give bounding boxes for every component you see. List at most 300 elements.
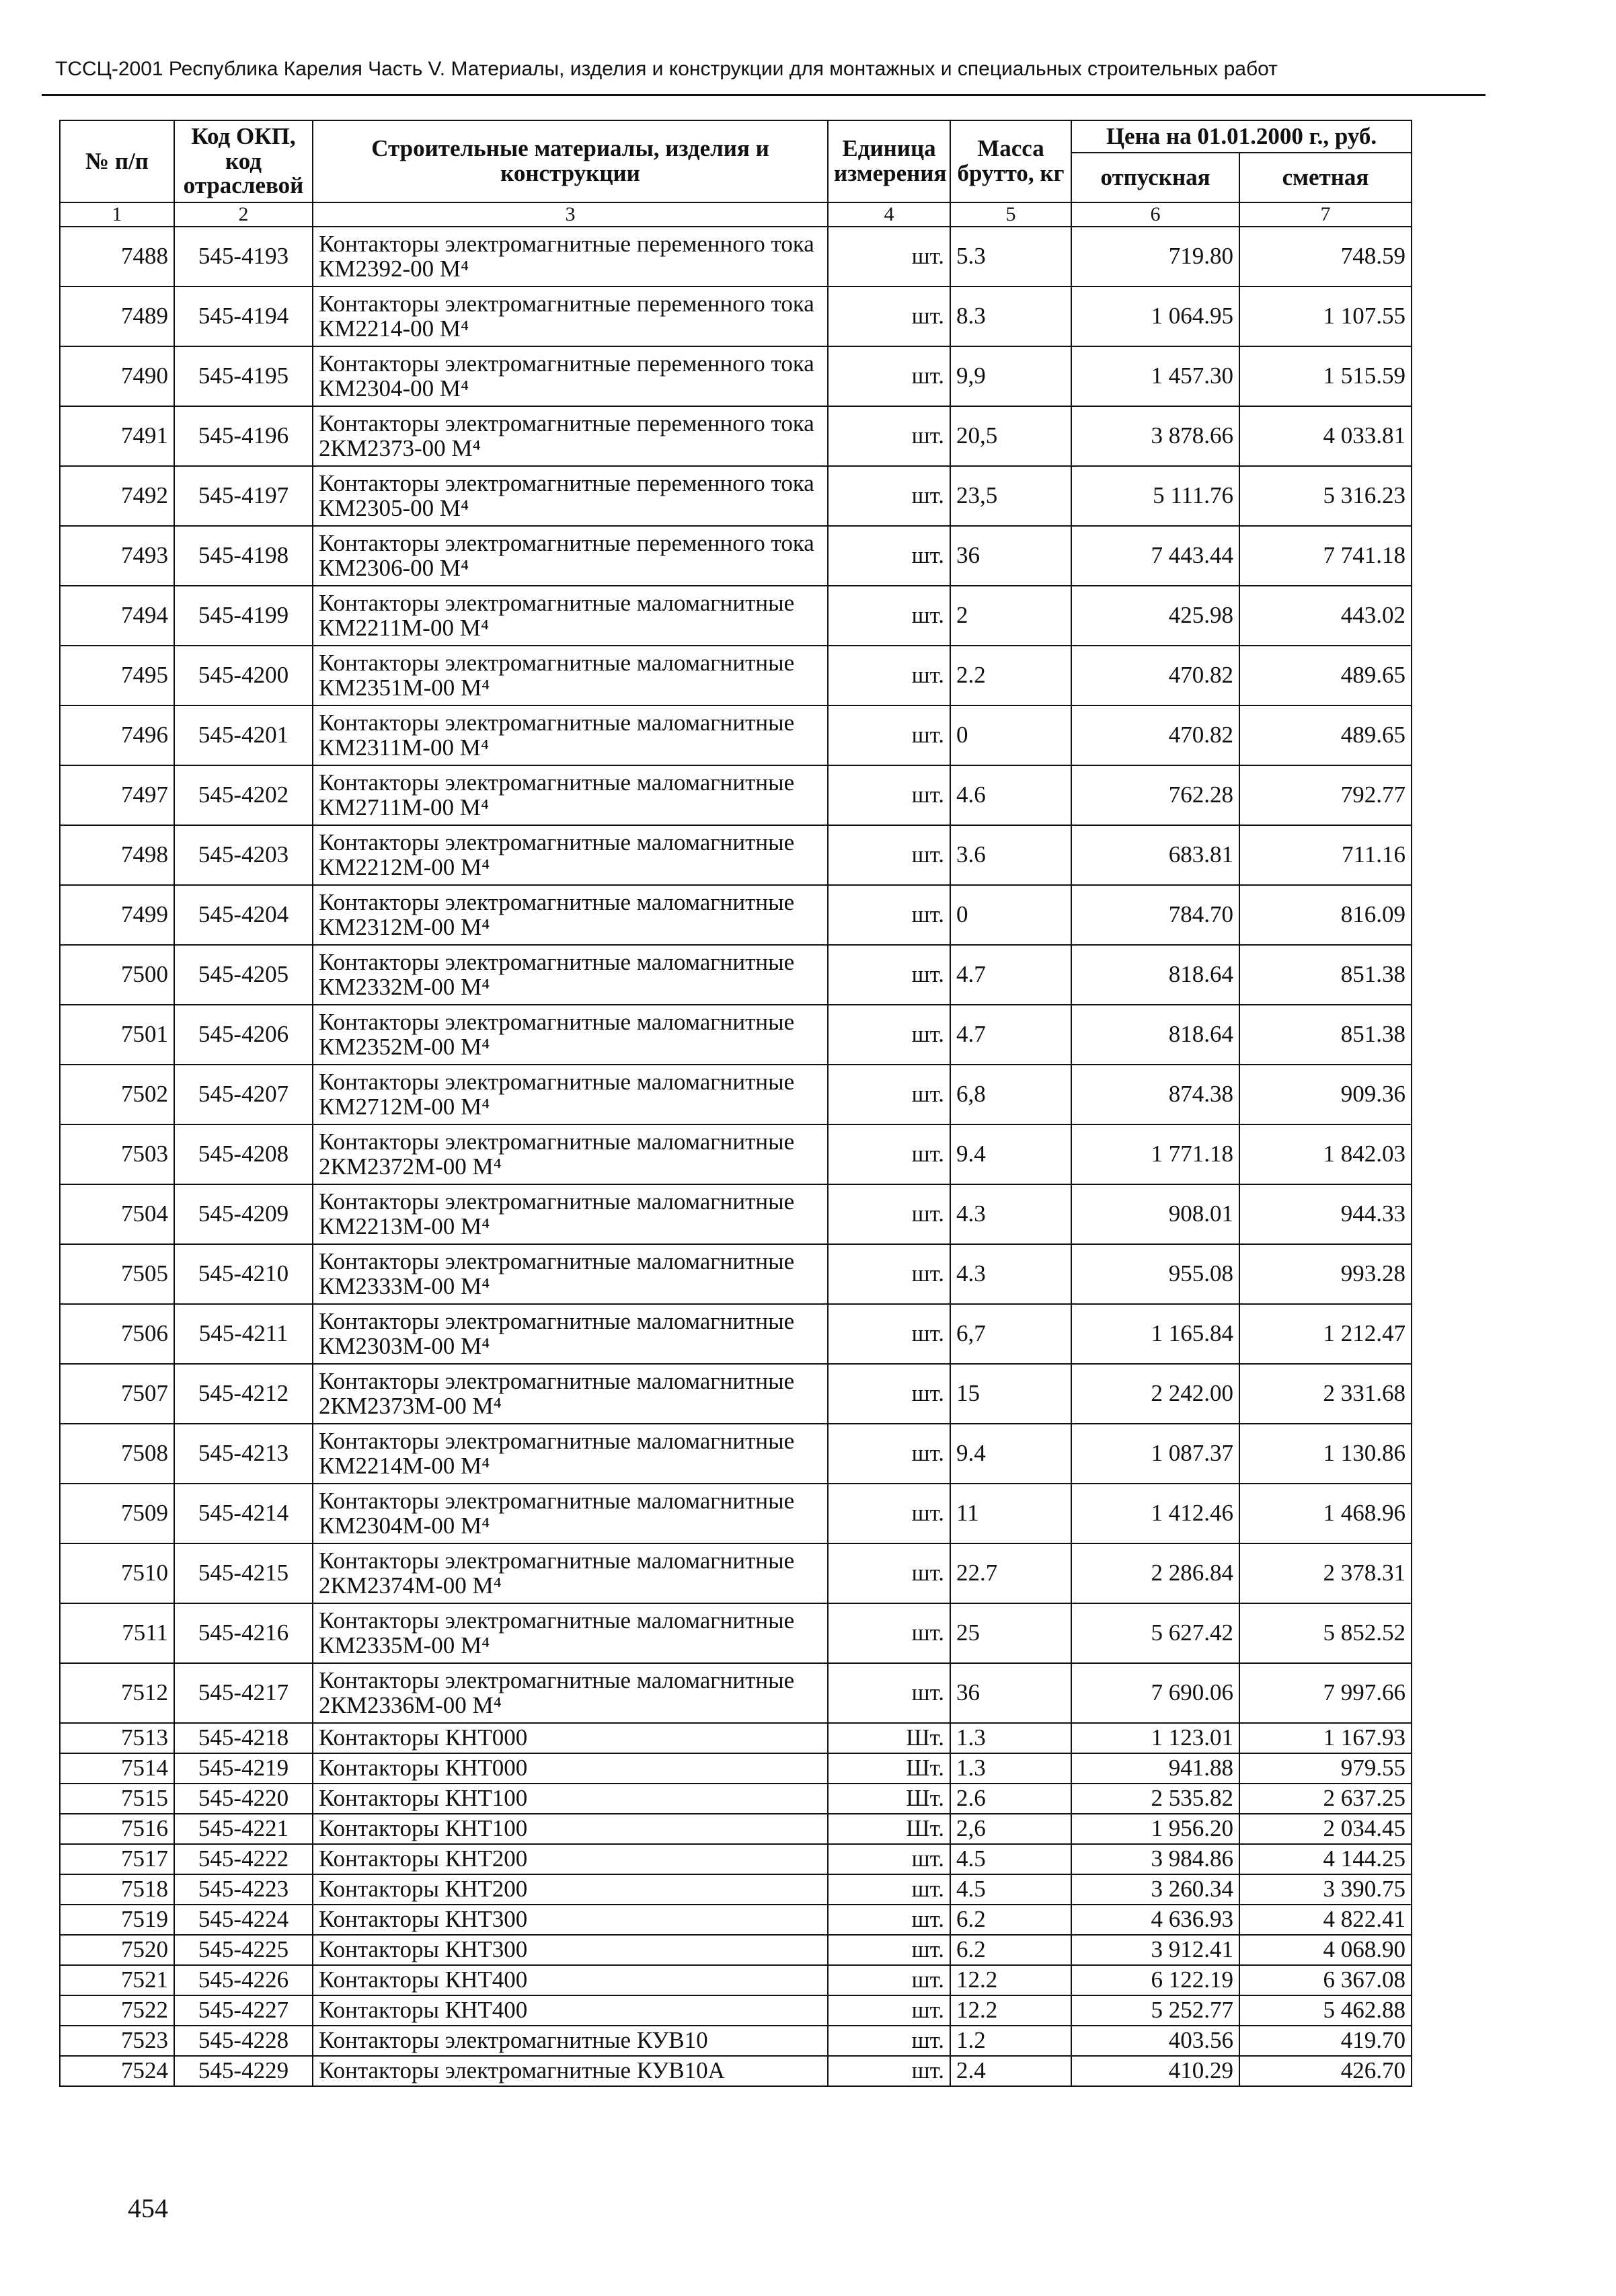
row-name: Контакторы электромагнитные КУВ10	[313, 2026, 828, 2056]
table-row	[60, 1603, 1412, 1663]
row-price-estimate: 792.77	[1239, 765, 1412, 825]
table-row	[60, 2056, 1412, 2086]
row-price-estimate: 6 367.08	[1239, 1965, 1412, 1995]
table-row	[60, 466, 1412, 526]
row-number: 7494	[60, 586, 174, 646]
row-mass: 3.6	[950, 825, 1071, 885]
row-price-estimate: 1 842.03	[1239, 1124, 1412, 1184]
header-num: № п/п	[60, 120, 174, 202]
row-unit: Шт.	[828, 1753, 950, 1784]
row-mass: 25	[950, 1603, 1071, 1663]
row-number: 7518	[60, 1874, 174, 1905]
row-name: Контакторы КНТ100	[313, 1814, 828, 1844]
row-price-estimate: 993.28	[1239, 1244, 1412, 1304]
row-price-release: 3 984.86	[1071, 1844, 1239, 1874]
row-price-estimate: 816.09	[1239, 885, 1412, 945]
row-price-release: 818.64	[1071, 945, 1239, 1005]
row-price-estimate: 851.38	[1239, 1005, 1412, 1065]
row-name: Контакторы электромагнитные маломагнитные КМ2711М-00 М⁴	[313, 765, 828, 825]
row-number: 7506	[60, 1304, 174, 1364]
table-row	[60, 1935, 1412, 1965]
row-name: Контакторы электромагнитные КУВ10А	[313, 2056, 828, 2086]
row-unit: шт.	[828, 885, 950, 945]
row-number: 7495	[60, 646, 174, 705]
table-row	[60, 885, 1412, 945]
row-code: 545-4218	[174, 1723, 313, 1753]
row-name: Контакторы КНТ200	[313, 1844, 828, 1874]
row-unit: Шт.	[828, 1723, 950, 1753]
row-price-release: 2 535.82	[1071, 1784, 1239, 1814]
row-code: 545-4225	[174, 1935, 313, 1965]
row-name: Контакторы электромагнитные маломагнитные КМ2214М-00 М⁴	[313, 1424, 828, 1484]
row-code: 545-4214	[174, 1484, 313, 1543]
table-row	[60, 2026, 1412, 2056]
row-number: 7520	[60, 1935, 174, 1965]
row-number: 7491	[60, 406, 174, 466]
row-unit: шт.	[828, 1424, 950, 1484]
row-unit: шт.	[828, 765, 950, 825]
row-code: 545-4210	[174, 1244, 313, 1304]
row-price-estimate: 1 167.93	[1239, 1723, 1412, 1753]
table-row	[60, 227, 1412, 286]
table-row	[60, 1663, 1412, 1723]
row-price-release: 2 286.84	[1071, 1543, 1239, 1603]
row-unit: шт.	[828, 526, 950, 586]
row-code: 545-4201	[174, 705, 313, 765]
row-price-estimate: 2 034.45	[1239, 1814, 1412, 1844]
table-row	[60, 1905, 1412, 1935]
row-price-estimate: 4 033.81	[1239, 406, 1412, 466]
row-mass: 2	[950, 586, 1071, 646]
row-price-estimate: 1 212.47	[1239, 1304, 1412, 1364]
header-price-release: отпускная	[1071, 153, 1239, 202]
row-mass: 4.3	[950, 1184, 1071, 1244]
row-number: 7497	[60, 765, 174, 825]
table-row	[60, 406, 1412, 466]
table-row	[60, 1965, 1412, 1995]
row-code: 545-4199	[174, 586, 313, 646]
page-number: 454	[128, 2193, 168, 2223]
row-name: Контакторы электромагнитные маломагнитные КМ2333М-00 М⁴	[313, 1244, 828, 1304]
row-name: Контакторы КНТ300	[313, 1935, 828, 1965]
row-mass: 2.2	[950, 646, 1071, 705]
row-code: 545-4219	[174, 1753, 313, 1784]
row-price-release: 1 771.18	[1071, 1124, 1239, 1184]
row-name: Контакторы электромагнитные маломагнитные КМ2213М-00 М⁴	[313, 1184, 828, 1244]
header-price-estimate: сметная	[1239, 153, 1412, 202]
row-price-release: 7 690.06	[1071, 1663, 1239, 1723]
row-code: 545-4227	[174, 1995, 313, 2026]
row-unit: шт.	[828, 1905, 950, 1935]
table-header	[60, 120, 1412, 227]
row-mass: 36	[950, 526, 1071, 586]
page-header-title: ТССЦ-2001 Республика Карелия Часть V. Материалы, изделия и конструкции для монтажных и специальных строительных работ	[55, 58, 1278, 80]
row-code: 545-4196	[174, 406, 313, 466]
row-name: Контакторы электромагнитные маломагнитные 2КМ2372М-00 М⁴	[313, 1124, 828, 1184]
row-price-release: 470.82	[1071, 646, 1239, 705]
header-name: Строительные материалы, изделия и конструкции	[313, 120, 828, 202]
row-price-release: 425.98	[1071, 586, 1239, 646]
table-row	[60, 945, 1412, 1005]
row-price-estimate: 909.36	[1239, 1065, 1412, 1124]
column-number: 4	[828, 202, 950, 227]
row-price-estimate: 5 316.23	[1239, 466, 1412, 526]
row-unit: шт.	[828, 1935, 950, 1965]
row-code: 545-4194	[174, 286, 313, 346]
row-price-release: 1 064.95	[1071, 286, 1239, 346]
row-number: 7496	[60, 705, 174, 765]
row-name: Контакторы КНТ100	[313, 1784, 828, 1814]
row-name: Контакторы электромагнитные маломагнитные 2КМ2336М-00 М⁴	[313, 1663, 828, 1723]
row-unit: шт.	[828, 1603, 950, 1663]
row-price-estimate: 1 130.86	[1239, 1424, 1412, 1484]
row-price-estimate: 944.33	[1239, 1184, 1412, 1244]
row-mass: 4.5	[950, 1874, 1071, 1905]
row-mass: 36	[950, 1663, 1071, 1723]
header-code: Код ОКП, код отраслевой	[174, 120, 313, 202]
row-number: 7521	[60, 1965, 174, 1995]
row-price-estimate: 7 997.66	[1239, 1663, 1412, 1723]
row-code: 545-4224	[174, 1905, 313, 1935]
table-row	[60, 1124, 1412, 1184]
row-price-release: 955.08	[1071, 1244, 1239, 1304]
row-mass: 11	[950, 1484, 1071, 1543]
column-number: 7	[1239, 202, 1412, 227]
row-unit: шт.	[828, 1874, 950, 1905]
row-code: 545-4216	[174, 1603, 313, 1663]
row-code: 545-4207	[174, 1065, 313, 1124]
row-mass: 6.2	[950, 1905, 1071, 1935]
table-row	[60, 1723, 1412, 1753]
row-price-release: 7 443.44	[1071, 526, 1239, 586]
row-unit: шт.	[828, 1005, 950, 1065]
row-mass: 0	[950, 885, 1071, 945]
row-unit: шт.	[828, 1543, 950, 1603]
row-unit: шт.	[828, 286, 950, 346]
row-number: 7522	[60, 1995, 174, 2026]
header-unit: Единица измерения	[828, 120, 950, 202]
column-number: 2	[174, 202, 313, 227]
row-mass: 1.3	[950, 1753, 1071, 1784]
row-price-release: 3 260.34	[1071, 1874, 1239, 1905]
row-price-release: 403.56	[1071, 2026, 1239, 2056]
row-mass: 9.4	[950, 1424, 1071, 1484]
table-row	[60, 1753, 1412, 1784]
row-price-estimate: 1 515.59	[1239, 346, 1412, 406]
row-price-estimate: 2 378.31	[1239, 1543, 1412, 1603]
row-mass: 8.3	[950, 286, 1071, 346]
table-row	[60, 1424, 1412, 1484]
row-number: 7513	[60, 1723, 174, 1753]
row-number: 7514	[60, 1753, 174, 1784]
row-name: Контакторы электромагнитные переменного тока КМ2305-00 М⁴	[313, 466, 828, 526]
row-name: Контакторы электромагнитные маломагнитные 2КМ2374М-00 М⁴	[313, 1543, 828, 1603]
row-number: 7500	[60, 945, 174, 1005]
row-mass: 6.2	[950, 1935, 1071, 1965]
row-unit: шт.	[828, 825, 950, 885]
row-price-release: 410.29	[1071, 2056, 1239, 2086]
table-row	[60, 346, 1412, 406]
row-price-release: 1 165.84	[1071, 1304, 1239, 1364]
row-name: Контакторы электромагнитные маломагнитные КМ2312М-00 М⁴	[313, 885, 828, 945]
row-price-estimate: 1 107.55	[1239, 286, 1412, 346]
row-unit: шт.	[828, 466, 950, 526]
header-mass: Масса брутто, кг	[950, 120, 1071, 202]
row-code: 545-4193	[174, 227, 313, 286]
row-mass: 6,8	[950, 1065, 1071, 1124]
row-number: 7498	[60, 825, 174, 885]
row-mass: 15	[950, 1364, 1071, 1424]
row-name: Контакторы электромагнитные переменного тока КМ2306-00 М⁴	[313, 526, 828, 586]
row-unit: шт.	[828, 586, 950, 646]
row-unit: Шт.	[828, 1814, 950, 1844]
row-price-estimate: 5 462.88	[1239, 1995, 1412, 2026]
row-price-estimate: 7 741.18	[1239, 526, 1412, 586]
row-price-release: 3 912.41	[1071, 1935, 1239, 1965]
row-unit: шт.	[828, 705, 950, 765]
table-row	[60, 1484, 1412, 1543]
row-name: Контакторы электромагнитные маломагнитные КМ2211М-00 М⁴	[313, 586, 828, 646]
table-row	[60, 825, 1412, 885]
table-row	[60, 705, 1412, 765]
row-mass: 4.6	[950, 765, 1071, 825]
row-number: 7516	[60, 1814, 174, 1844]
row-mass: 9,9	[950, 346, 1071, 406]
row-name: Контакторы КНТ300	[313, 1905, 828, 1935]
row-code: 545-4209	[174, 1184, 313, 1244]
row-number: 7492	[60, 466, 174, 526]
row-number: 7524	[60, 2056, 174, 2086]
row-price-estimate: 443.02	[1239, 586, 1412, 646]
row-number: 7509	[60, 1484, 174, 1543]
row-mass: 4.7	[950, 945, 1071, 1005]
row-code: 545-4204	[174, 885, 313, 945]
row-price-release: 874.38	[1071, 1065, 1239, 1124]
row-number: 7519	[60, 1905, 174, 1935]
row-unit: шт.	[828, 406, 950, 466]
row-unit: шт.	[828, 1663, 950, 1723]
table-row	[60, 1065, 1412, 1124]
row-price-release: 1 123.01	[1071, 1723, 1239, 1753]
row-price-release: 818.64	[1071, 1005, 1239, 1065]
row-mass: 9.4	[950, 1124, 1071, 1184]
row-code: 545-4202	[174, 765, 313, 825]
row-price-release: 762.28	[1071, 765, 1239, 825]
row-number: 7502	[60, 1065, 174, 1124]
row-unit: шт.	[828, 1364, 950, 1424]
row-code: 545-4226	[174, 1965, 313, 1995]
row-name: Контакторы электромагнитные маломагнитные КМ2311М-00 М⁴	[313, 705, 828, 765]
row-price-release: 2 242.00	[1071, 1364, 1239, 1424]
row-unit: шт.	[828, 1304, 950, 1364]
row-name: Контакторы электромагнитные маломагнитные 2КМ2373М-00 М⁴	[313, 1364, 828, 1424]
table-row	[60, 286, 1412, 346]
row-code: 545-4223	[174, 1874, 313, 1905]
row-unit: шт.	[828, 945, 950, 1005]
column-number: 6	[1071, 202, 1239, 227]
row-code: 545-4222	[174, 1844, 313, 1874]
row-name: Контакторы КНТ400	[313, 1995, 828, 2026]
table-row	[60, 1244, 1412, 1304]
row-name: Контакторы КНТ200	[313, 1874, 828, 1905]
row-mass: 20,5	[950, 406, 1071, 466]
row-unit: шт.	[828, 1484, 950, 1543]
row-price-release: 941.88	[1071, 1753, 1239, 1784]
table-row	[60, 586, 1412, 646]
header-rule	[42, 94, 1486, 96]
row-number: 7493	[60, 526, 174, 586]
row-unit: Шт.	[828, 1784, 950, 1814]
row-name: Контакторы электромагнитные переменного тока КМ2392-00 М⁴	[313, 227, 828, 286]
row-name: Контакторы электромагнитные маломагнитные КМ2304М-00 М⁴	[313, 1484, 828, 1543]
table-row	[60, 1543, 1412, 1603]
row-mass: 2.6	[950, 1784, 1071, 1814]
row-name: Контакторы электромагнитные маломагнитные КМ2352М-00 М⁴	[313, 1005, 828, 1065]
row-name: Контакторы электромагнитные маломагнитные КМ2351М-00 М⁴	[313, 646, 828, 705]
row-unit: шт.	[828, 227, 950, 286]
row-number: 7508	[60, 1424, 174, 1484]
row-number: 7510	[60, 1543, 174, 1603]
column-numbers-row	[60, 202, 1412, 227]
row-unit: шт.	[828, 2056, 950, 2086]
row-code: 545-4197	[174, 466, 313, 526]
row-name: Контакторы электромагнитные переменного тока 2КМ2373-00 М⁴	[313, 406, 828, 466]
row-price-estimate: 489.65	[1239, 705, 1412, 765]
row-number: 7505	[60, 1244, 174, 1304]
row-mass: 22.7	[950, 1543, 1071, 1603]
row-price-estimate: 711.16	[1239, 825, 1412, 885]
table-row	[60, 1304, 1412, 1364]
row-code: 545-4215	[174, 1543, 313, 1603]
row-mass: 5.3	[950, 227, 1071, 286]
row-code: 545-4198	[174, 526, 313, 586]
row-name: Контакторы электромагнитные переменного тока КМ2304-00 М⁴	[313, 346, 828, 406]
row-unit: шт.	[828, 1184, 950, 1244]
row-price-release: 908.01	[1071, 1184, 1239, 1244]
row-code: 545-4200	[174, 646, 313, 705]
row-mass: 12.2	[950, 1995, 1071, 2026]
row-number: 7501	[60, 1005, 174, 1065]
row-number: 7499	[60, 885, 174, 945]
row-name: Контакторы КНТ000	[313, 1753, 828, 1784]
table-row	[60, 1005, 1412, 1065]
row-price-release: 5 627.42	[1071, 1603, 1239, 1663]
row-number: 7507	[60, 1364, 174, 1424]
row-unit: шт.	[828, 1844, 950, 1874]
table-row	[60, 1784, 1412, 1814]
row-number: 7523	[60, 2026, 174, 2056]
row-price-release: 719.80	[1071, 227, 1239, 286]
row-number: 7488	[60, 227, 174, 286]
row-code: 545-4195	[174, 346, 313, 406]
row-unit: шт.	[828, 1965, 950, 1995]
row-price-estimate: 489.65	[1239, 646, 1412, 705]
row-code: 545-4213	[174, 1424, 313, 1484]
column-number: 5	[950, 202, 1071, 227]
row-number: 7517	[60, 1844, 174, 1874]
row-price-release: 1 087.37	[1071, 1424, 1239, 1484]
table-row	[60, 526, 1412, 586]
table-row	[60, 1874, 1412, 1905]
table-row	[60, 1814, 1412, 1844]
row-number: 7490	[60, 346, 174, 406]
header-price-group: Цена на 01.01.2000 г., руб.	[1071, 120, 1412, 153]
row-mass: 4.7	[950, 1005, 1071, 1065]
row-name: Контакторы электромагнитные маломагнитные КМ2303М-00 М⁴	[313, 1304, 828, 1364]
row-price-estimate: 419.70	[1239, 2026, 1412, 2056]
row-unit: шт.	[828, 1244, 950, 1304]
row-price-estimate: 426.70	[1239, 2056, 1412, 2086]
row-unit: шт.	[828, 2026, 950, 2056]
row-code: 545-4211	[174, 1304, 313, 1364]
row-price-release: 683.81	[1071, 825, 1239, 885]
row-mass: 1.2	[950, 2026, 1071, 2056]
row-price-estimate: 4 068.90	[1239, 1935, 1412, 1965]
row-name: Контакторы электромагнитные маломагнитные КМ2332М-00 М⁴	[313, 945, 828, 1005]
row-price-estimate: 3 390.75	[1239, 1874, 1412, 1905]
table-row	[60, 1364, 1412, 1424]
row-price-release: 5 111.76	[1071, 466, 1239, 526]
row-unit: шт.	[828, 646, 950, 705]
row-price-estimate: 5 852.52	[1239, 1603, 1412, 1663]
row-number: 7504	[60, 1184, 174, 1244]
row-mass: 1.3	[950, 1723, 1071, 1753]
row-price-estimate: 2 331.68	[1239, 1364, 1412, 1424]
row-unit: шт.	[828, 1124, 950, 1184]
row-name: Контакторы электромагнитные маломагнитные КМ2335М-00 М⁴	[313, 1603, 828, 1663]
table-row	[60, 1995, 1412, 2026]
column-number: 1	[60, 202, 174, 227]
table-body	[60, 227, 1412, 2086]
row-price-release: 6 122.19	[1071, 1965, 1239, 1995]
row-price-release: 784.70	[1071, 885, 1239, 945]
row-name: Контакторы электромагнитные маломагнитные КМ2212М-00 М⁴	[313, 825, 828, 885]
row-price-estimate: 851.38	[1239, 945, 1412, 1005]
row-price-release: 3 878.66	[1071, 406, 1239, 466]
row-code: 545-4203	[174, 825, 313, 885]
row-code: 545-4217	[174, 1663, 313, 1723]
row-unit: шт.	[828, 346, 950, 406]
row-code: 545-4229	[174, 2056, 313, 2086]
row-number: 7489	[60, 286, 174, 346]
row-code: 545-4212	[174, 1364, 313, 1424]
row-price-release: 1 956.20	[1071, 1814, 1239, 1844]
row-mass: 4.5	[950, 1844, 1071, 1874]
row-code: 545-4221	[174, 1814, 313, 1844]
row-price-release: 1 457.30	[1071, 346, 1239, 406]
row-price-estimate: 4 822.41	[1239, 1905, 1412, 1935]
row-mass: 2.4	[950, 2056, 1071, 2086]
row-name: Контакторы электромагнитные переменного тока КМ2214-00 М⁴	[313, 286, 828, 346]
row-code: 545-4205	[174, 945, 313, 1005]
row-price-estimate: 2 637.25	[1239, 1784, 1412, 1814]
row-unit: шт.	[828, 1065, 950, 1124]
row-unit: шт.	[828, 1995, 950, 2026]
row-mass: 6,7	[950, 1304, 1071, 1364]
row-price-release: 470.82	[1071, 705, 1239, 765]
row-name: Контакторы КНТ000	[313, 1723, 828, 1753]
row-price-release: 1 412.46	[1071, 1484, 1239, 1543]
table-row	[60, 765, 1412, 825]
row-code: 545-4208	[174, 1124, 313, 1184]
row-price-estimate: 1 468.96	[1239, 1484, 1412, 1543]
row-price-estimate: 4 144.25	[1239, 1844, 1412, 1874]
column-number: 3	[313, 202, 828, 227]
row-price-estimate: 979.55	[1239, 1753, 1412, 1784]
row-price-release: 4 636.93	[1071, 1905, 1239, 1935]
table-row	[60, 1184, 1412, 1244]
row-code: 545-4206	[174, 1005, 313, 1065]
